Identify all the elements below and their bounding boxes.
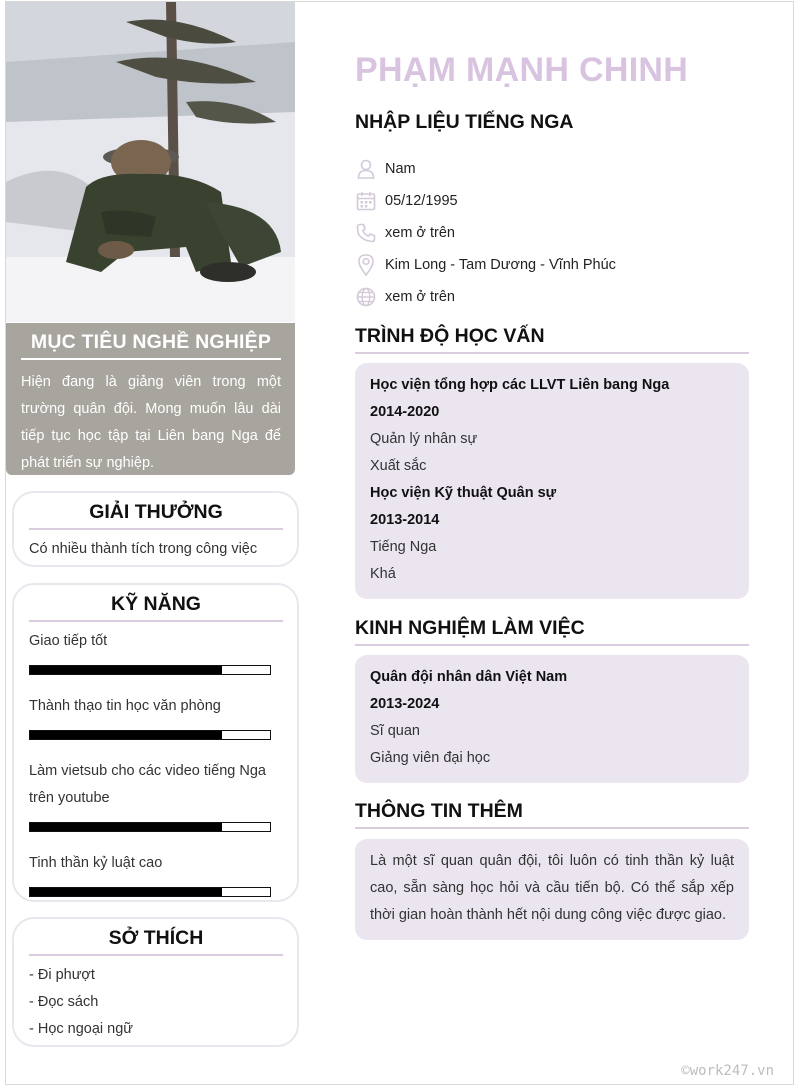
location-icon bbox=[355, 254, 377, 276]
education-major: Tiếng Nga bbox=[370, 539, 437, 555]
skills-title: KỸ NĂNG bbox=[29, 593, 283, 622]
photo-illustration bbox=[6, 2, 295, 322]
skill-item bbox=[29, 628, 283, 675]
profile-photo bbox=[6, 2, 295, 322]
education-period: 2014-2020 bbox=[370, 404, 440, 420]
skills-section bbox=[12, 583, 299, 902]
skill-item bbox=[29, 758, 283, 832]
hobby-item: - Đọc sách bbox=[29, 994, 99, 1010]
extra-info-title: THÔNG TIN THÊM bbox=[355, 800, 749, 829]
address-value: Kim Long - Tam Dương - Vĩnh Phúc bbox=[385, 257, 616, 273]
awards-section bbox=[12, 491, 299, 567]
phone-row bbox=[355, 221, 455, 245]
education-grade: Khá bbox=[370, 566, 396, 582]
watermark: ©work247.vn bbox=[681, 1063, 774, 1079]
awards-title: GIẢI THƯỞNG bbox=[29, 501, 283, 530]
skill-level-bar bbox=[29, 822, 271, 832]
skill-level-fill bbox=[30, 823, 222, 831]
cv-page bbox=[5, 1, 794, 1085]
gender-value: Nam bbox=[385, 161, 416, 177]
hobby-item: - Đi phượt bbox=[29, 967, 95, 983]
career-objective-title: MỤC TIÊU NGHỀ NGHIỆP bbox=[21, 331, 281, 360]
education-major: Quản lý nhân sự bbox=[370, 431, 478, 447]
hobby-item: - Học ngoại ngữ bbox=[29, 1021, 134, 1037]
job-title: NHẬP LIỆU TIẾNG NGA bbox=[355, 111, 574, 133]
skill-level-bar bbox=[29, 887, 271, 897]
awards-text: Có nhiều thành tích trong công việc bbox=[29, 541, 258, 557]
website-row bbox=[355, 285, 455, 309]
education-school: Học viện Kỹ thuật Quân sự bbox=[370, 485, 557, 501]
education-box bbox=[355, 363, 749, 599]
education-title: TRÌNH ĐỘ HỌC VẤN bbox=[355, 325, 749, 354]
skill-level-fill bbox=[30, 666, 222, 674]
user-icon bbox=[355, 158, 377, 180]
skill-name: Giao tiếp tốt bbox=[29, 633, 108, 649]
skill-name: Tinh thần kỷ luật cao bbox=[29, 855, 163, 871]
experience-box bbox=[355, 655, 749, 783]
skill-name: Thành thạo tin học văn phòng bbox=[29, 698, 221, 714]
phone-icon bbox=[355, 222, 377, 244]
gender-row bbox=[355, 157, 416, 181]
globe-icon bbox=[355, 286, 377, 308]
calendar-icon bbox=[355, 190, 377, 212]
address-row bbox=[355, 253, 616, 277]
experience-desc: Giảng viên đại học bbox=[370, 750, 491, 766]
skill-item bbox=[29, 850, 283, 897]
hobbies-title: SỞ THÍCH bbox=[29, 927, 283, 956]
skill-level-bar bbox=[29, 665, 271, 675]
candidate-name: PHẠM MẠNH CHINH bbox=[355, 51, 689, 89]
experience-org: Quân đội nhân dân Việt Nam bbox=[370, 669, 568, 685]
education-school: Học viện tổng hợp các LLVT Liên bang Nga bbox=[370, 377, 670, 393]
experience-position: Sĩ quan bbox=[370, 723, 420, 739]
extra-info-box bbox=[355, 839, 749, 940]
skill-level-fill bbox=[30, 731, 222, 739]
birthdate-row bbox=[355, 189, 458, 213]
phone-value: xem ở trên bbox=[385, 225, 455, 241]
skill-level-fill bbox=[30, 888, 222, 896]
experience-period: 2013-2024 bbox=[370, 696, 440, 712]
education-period: 2013-2014 bbox=[370, 512, 440, 528]
birthdate-value: 05/12/1995 bbox=[385, 193, 458, 209]
skill-name: Làm vietsub cho các video tiếng Nga trên youtube bbox=[29, 763, 266, 806]
career-objective-text: Hiện đang là giảng viên trong một trường quân đội. Mong muốn lâu dài tiếp tục học tập tại Liên bang Nga để phát triển sự nghiệp. bbox=[21, 374, 281, 471]
extra-info-text: Là một sĩ quan quân đội, tôi luôn có tinh thần kỷ luật cao, sẵn sàng học hỏi và cầu tiến bộ. Có thể sắp xếp thời gian hoàn thành hết nội dung công việc được giao. bbox=[370, 853, 734, 923]
website-value: xem ở trên bbox=[385, 289, 455, 305]
career-objective-section bbox=[6, 323, 295, 475]
education-grade: Xuất sắc bbox=[370, 458, 427, 474]
hobbies-section bbox=[12, 917, 299, 1047]
experience-title: KINH NGHIỆM LÀM VIỆC bbox=[355, 617, 749, 646]
skill-level-bar bbox=[29, 730, 271, 740]
skill-item bbox=[29, 693, 283, 740]
